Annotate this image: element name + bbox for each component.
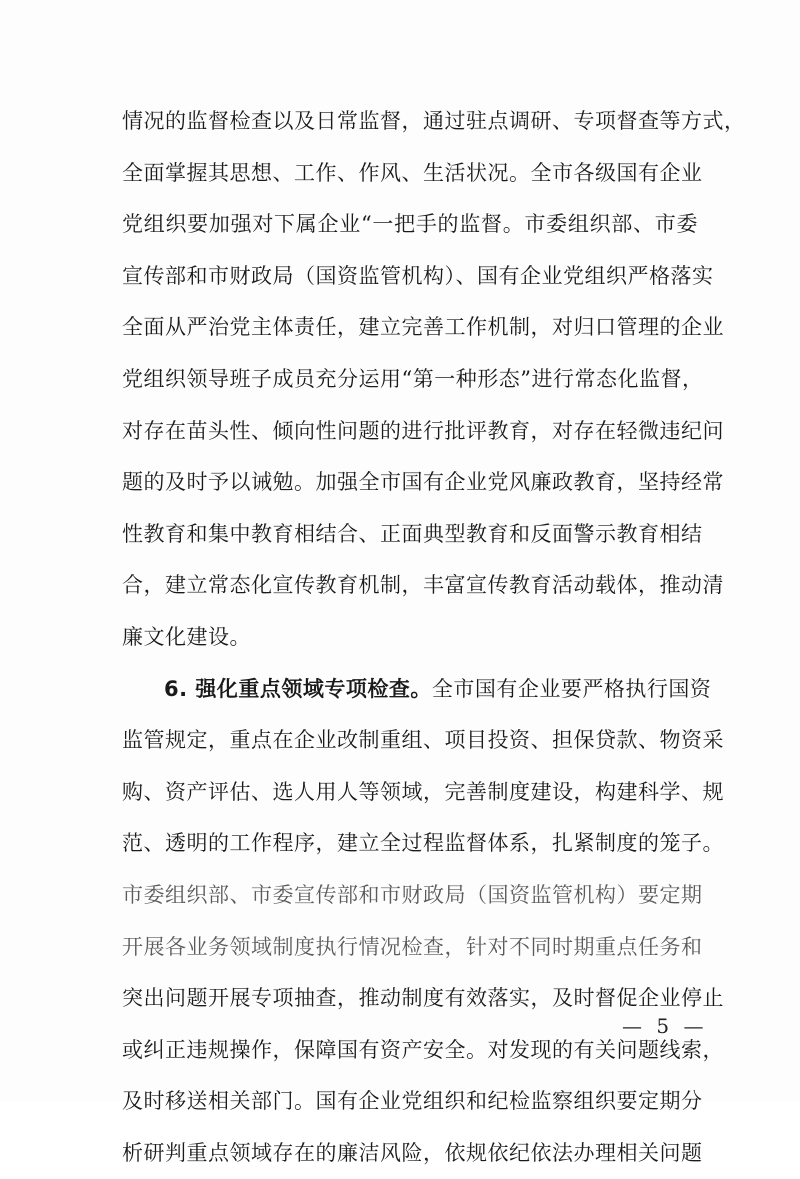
text-line: 突出问题开展专项抽查，推动制度有效落实，及时督促企业停止	[122, 986, 724, 1011]
text-line: 全面掌握其思想、工作、作风、生活状况。全市各级国有企业	[122, 160, 703, 185]
text-line: 宣传部和市财政局（国资监管机构）、国有企业党组织严格落实	[122, 263, 714, 288]
text-line: 题的及时予以诫勉。加强全市国有企业党风廉政教育，坚持经常	[122, 470, 724, 495]
text-line: 范、透明的工作程序，建立全过程监督体系，扎紧制度的笼子。	[122, 831, 724, 856]
text-line: 党组织领导班子成员充分运用“第一种形态”进行常态化监督，	[122, 366, 704, 391]
text-line: 开展各业务领域制度执行情况检查，针对不同时期重点任务和	[122, 934, 703, 959]
text-line: 对存在苗头性、倾向性问题的进行批评教育，对存在轻微违纪问	[122, 418, 724, 443]
text-line: 购、资产评估、选人用人等领域，完善制度建设，构建科学、规	[122, 779, 724, 804]
text-line: 监管规定，重点在企业改制重组、项目投资、担保贷款、物资采	[122, 728, 724, 753]
page-number: — 5 —	[622, 1014, 708, 1038]
heading-line-rest: 全市国有企业要严格执行国资	[431, 676, 712, 701]
text-line: 析研判重点领域存在的廉洁风险，依规依纪依法办理相关问题	[122, 1140, 703, 1165]
paragraph-1	[122, 96, 746, 664]
paragraph-2	[122, 664, 724, 1179]
text-line: 全面从严治党主体责任，建立完善工作机制，对归口管理的企业	[122, 315, 724, 340]
text-line: 党组织要加强对下属企业“一把手的监督。市委组织部、市委	[122, 212, 698, 237]
section-heading: 6. 强化重点领域专项检查。	[164, 676, 432, 701]
text-line: 廉文化建设。	[122, 624, 251, 649]
text-line: 及时移送相关部门。国有企业党组织和纪检监察组织要定期分	[122, 1089, 703, 1114]
text-line: 性教育和集中教育相结合、正面典型教育和反面警示教育相结	[122, 521, 703, 546]
text-line: 情况的监督检查以及日常监督，通过驻点调研、专项督查等方式，	[122, 109, 746, 133]
text-line	[122, 664, 712, 716]
text-line: 合，建立常态化宣传教育机制，丰富宣传教育活动载体，推动清	[122, 573, 724, 598]
text-line: 或纠正违规操作，保障国有资产安全。对发现的有关问题线索，	[122, 1037, 724, 1062]
body-text	[122, 96, 746, 1179]
text-line: 市委组织部、市委宣传部和市财政局（国资监管机构）要定期	[122, 882, 703, 907]
